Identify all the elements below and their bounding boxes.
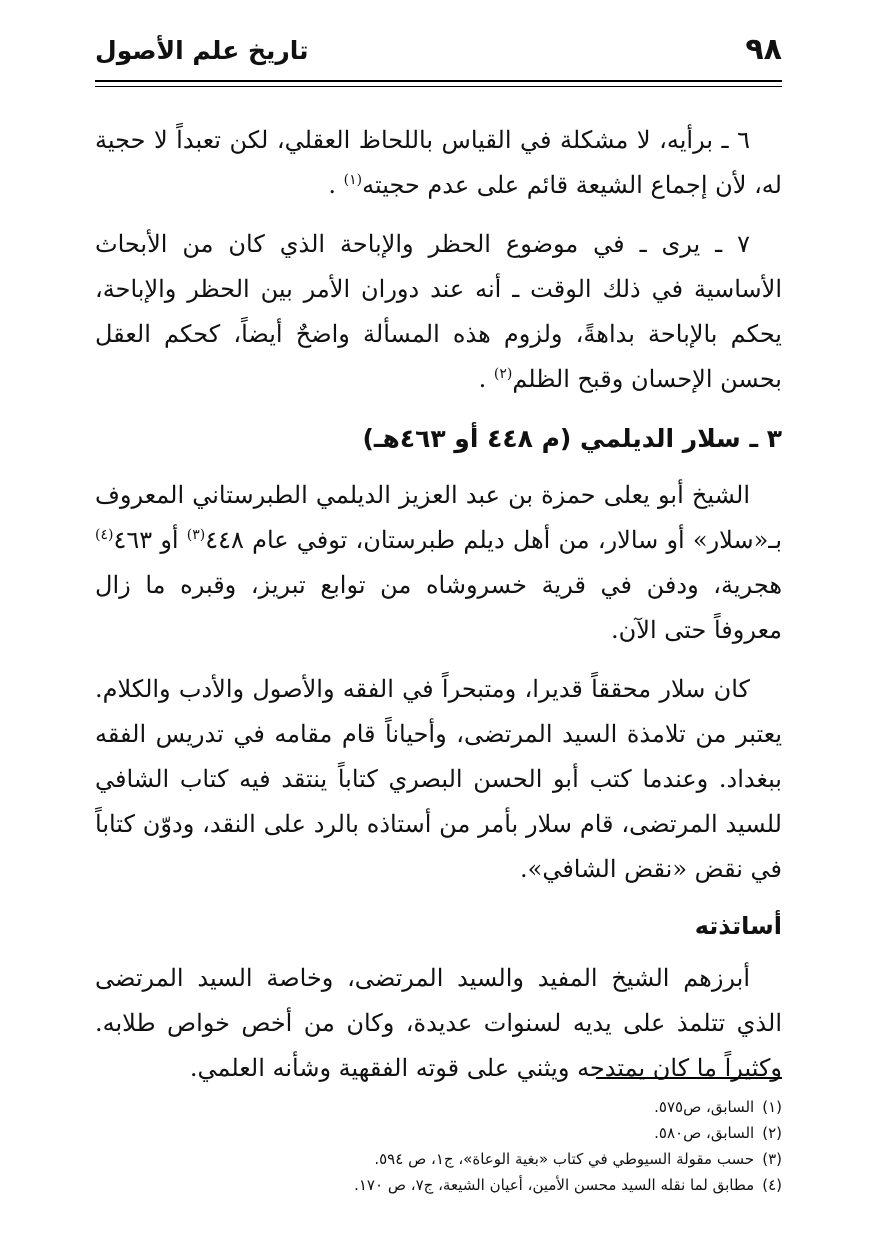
footnote-ref-2[interactable]: (٢) bbox=[493, 366, 513, 382]
section-heading: ٣ ـ سلار الديلمي (م ٤٤٨ أو ٤٦٣هـ) bbox=[362, 424, 782, 453]
footnote-2: (٢)السابق، ص٥٨٠. bbox=[654, 1124, 782, 1142]
footnote-3: (٣)حسب مقولة السيوطي في كتاب «بغية الوعاة»، ج١، ص ٥٩٤. bbox=[374, 1150, 782, 1168]
footnote-ref-4[interactable]: (٤) bbox=[95, 527, 114, 543]
footnote-4: (٤)مطابق لما نقله السيد محسن الأمين، أعيان الشيعة، ج٧، ص ١٧٠. bbox=[354, 1176, 782, 1194]
running-title: تاريخ علم الأصول bbox=[95, 36, 309, 65]
page-number: ٩٨ bbox=[745, 32, 782, 67]
footnote-ref-1[interactable]: (١) bbox=[343, 172, 363, 188]
paragraph-teachers: أبرزهم الشيخ المفيد والسيد المرتضى، وخاصة السيد المرتضى الذي تتلمذ على يديه لسنوات عديدة، وكان من أخص خواص طلابه. وكثيراً ما كان يمتدحه ويثني على قوته الفقهية وشأنه العلمي. bbox=[95, 964, 782, 1082]
paragraph-biography: الشيخ أبو يعلى حمزة بن عبد العزيز الديلمي الطبرستاني المعروف بـ«سلار» أو سالار، من أهل ديلم طبرستان، توفي عام ٤٤٨$^{(٣)}$ أو ٤٦٣$^{(٤)}$ هجرية، ودفن في قرية خسروشاه من توابع تبريز، وقبره ما زال معروفاً حتى الآن. bbox=[95, 481, 782, 644]
main-text bbox=[95, 118, 782, 1105]
footnotes bbox=[95, 1094, 782, 1198]
paragraph-career: كان سلار محققاً قديرا، ومتبحراً في الفقه والأصول والأدب والكلام. يعتبر من تلامذة السيد المرتضى، وأحياناً قام مقامه في تدريس الفقه ببغداد. وعندما كتب أبو الحسن البصري كتاباً ينتقد فيه كتاب الشافي للسيد المرتضى، قام سلار بأمر من أستاذه بالرد على النقد، ودوّن كتاباً في نقض «نقض الشافي». bbox=[95, 675, 782, 883]
header-rule bbox=[95, 80, 782, 82]
footnote-ref-3[interactable]: (٣) bbox=[186, 527, 206, 543]
paragraph-point-6: ٦ ـ برأيه، لا مشكلة في القياس باللحاظ العقلي، لكن تعبداً لا حجية له، لأن إجماع الشيعة قائم على عدم حجيته$^{(١)}$ . bbox=[95, 126, 782, 199]
subheading-teachers: أساتذته bbox=[694, 912, 782, 940]
paragraph-point-7: ٧ ـ يرى ـ في موضوع الحظر والإباحة الذي كان من الأبحاث الأساسية في ذلك الوقت ـ أنه عند دوران الأمر بين الحظر والإباحة، يحكم بالإباحة بداهةً، ولزوم هذه المسألة واضحٌ أيضاً، كحكم العقل بحسن الإحسان وقبح الظلم$^{(٢)}$ . bbox=[95, 230, 782, 393]
footnote-1: (١)السابق، ص٥٧٥. bbox=[654, 1098, 782, 1116]
header-rule-thin bbox=[95, 86, 782, 87]
footnote-separator bbox=[596, 1077, 782, 1079]
page-header bbox=[95, 28, 782, 78]
